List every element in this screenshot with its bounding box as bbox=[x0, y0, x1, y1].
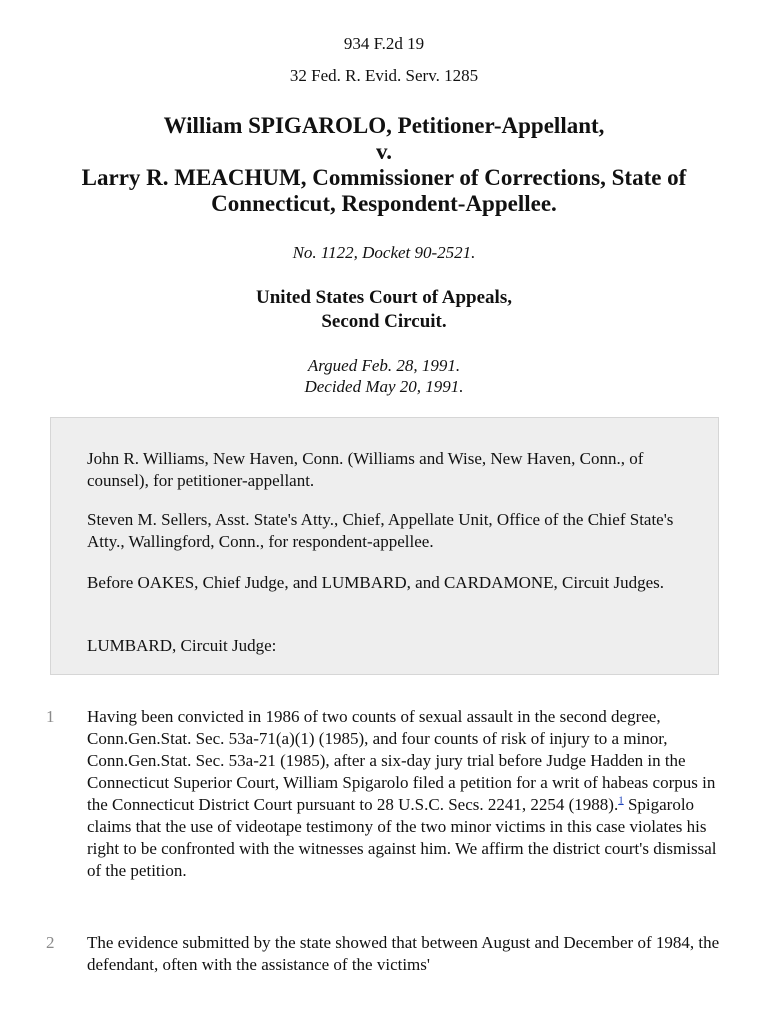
court-name-line1: United States Court of Appeals, bbox=[256, 287, 512, 308]
case-title bbox=[40, 113, 728, 217]
opinion-paragraph bbox=[87, 706, 723, 882]
panel-judges: Before OAKES, Chief Judge, and LUMBARD, and CARDAMONE, Circuit Judges. bbox=[87, 573, 665, 592]
case-title-petitioner: William SPIGAROLO, Petitioner-Appellant, bbox=[163, 113, 605, 138]
paragraph-text: Spigarolo claims that the use of videotape testimony of the two minor victims in this case violates his right to be confronted with the witnesses against him. We affirm the district court's dismissal of the petition. bbox=[87, 795, 717, 880]
paragraph-number: 2 bbox=[46, 933, 55, 952]
opinion-author: LUMBARD, Circuit Judge: bbox=[87, 636, 277, 655]
case-header-box bbox=[50, 417, 719, 675]
court-name-line2: Second Circuit. bbox=[321, 311, 447, 332]
counsel-petitioner: John R. Williams, New Haven, Conn. (Williams and Wise, New Haven, Conn., of counsel), for petitioner-appellant. bbox=[87, 449, 644, 490]
opinion-paragraph: The evidence submitted by the state showed that between August and December of 1984, the defendant, often with the assistance of the victims' bbox=[87, 933, 720, 974]
case-dates bbox=[0, 355, 768, 397]
evidence-service-citation: 32 Fed. R. Evid. Serv. 1285 bbox=[289, 66, 479, 85]
case-title-versus: v. bbox=[376, 139, 392, 164]
case-title-respondent-line2: Connecticut, Respondent-Appellee. bbox=[211, 191, 557, 216]
paragraph-text: Having been convicted in 1986 of two counts of sexual assault in the second degree, Conn.Gen.Stat. Sec. 53a-71(a)(1) (1985), and four counts of risk of injury to a minor, Conn.Gen.Stat. Sec. 53a-21 (1985), after a six-day jury trial before Judge Hadden in the Connecticut Superior Court, William Spigarolo filed a petition for a writ of habeas corpus in the Connecticut District Court pursuant to 28 U.S.C. Secs. 2241, 2254 (1988). bbox=[87, 707, 716, 814]
docket-number: No. 1122, Docket 90-2521. bbox=[292, 243, 476, 262]
case-title-respondent-line1: Larry R. MEACHUM, Commissioner of Corrections, State of bbox=[81, 165, 687, 190]
court-name bbox=[0, 286, 768, 334]
reporter-citation: 934 F.2d 19 bbox=[343, 34, 425, 53]
footnote-link[interactable]: 1 bbox=[618, 794, 624, 807]
argued-date: Argued Feb. 28, 1991. bbox=[307, 356, 461, 375]
counsel-respondent: Steven M. Sellers, Asst. State's Atty., Chief, Appellate Unit, Office of the Chief State's Atty., Wallingford, Conn., for respondent-appellee. bbox=[87, 510, 674, 551]
paragraph-number: 1 bbox=[46, 707, 55, 726]
decided-date: Decided May 20, 1991. bbox=[304, 377, 464, 396]
